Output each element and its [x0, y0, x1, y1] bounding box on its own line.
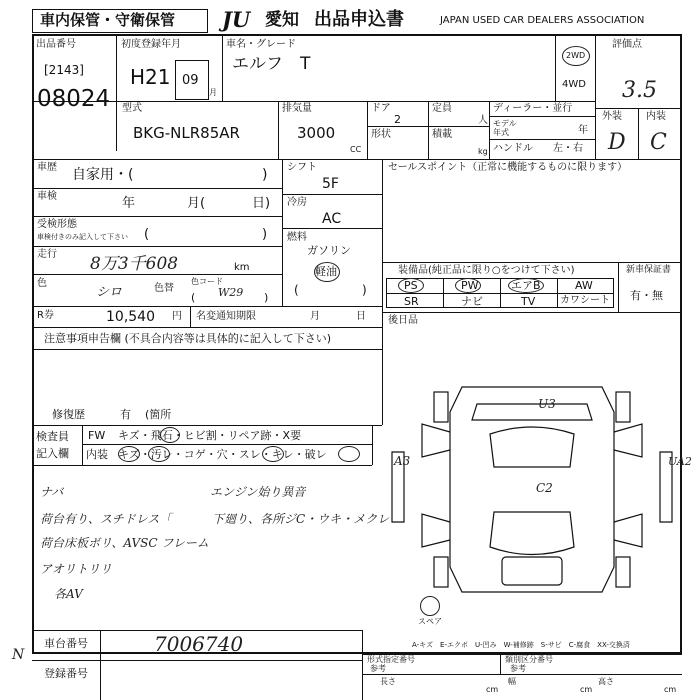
lot-label: 出品番号	[36, 39, 76, 50]
fuel-label: 燃料	[287, 232, 307, 243]
spare-label: スペア	[418, 617, 442, 626]
lot-bracket: [2143]	[44, 63, 84, 77]
inspector-label: 検査員	[36, 430, 69, 443]
score-exterior: D	[608, 130, 626, 155]
warranty-label: 新車保証書	[626, 265, 672, 275]
model-code-label: 型式	[122, 103, 142, 114]
first-reg-label: 初度登録年月	[121, 39, 181, 50]
displacement-value: 3000	[297, 124, 336, 142]
sheet-title: 出品申込書	[314, 9, 404, 30]
reg-deadline-month: 月	[310, 311, 320, 322]
class-label: 類別区分番号	[505, 655, 553, 664]
ju-logo: JU	[222, 7, 251, 32]
mileage-value: 8万3千608	[90, 254, 179, 274]
fuel-open: (	[294, 283, 299, 297]
doors-value: 2	[394, 113, 401, 126]
handwritten-note: エンジン始り異音	[210, 485, 306, 499]
score-value: 3.5	[622, 78, 657, 103]
chassis-value: 7006740	[154, 632, 244, 656]
inspect-in-items: キズ・汚レ・コゲ・穴・スレ・キレ・破レ	[118, 448, 327, 461]
association-name: JAPAN USED CAR DEALERS ASSOCIATION	[440, 15, 645, 26]
diagram-mark-top: U3	[538, 397, 556, 411]
inspect-fw: FW	[88, 429, 106, 442]
capacity-label: 定員	[432, 103, 452, 114]
model-name-value: エルフ T	[232, 54, 311, 74]
equipment-ps-circle	[398, 278, 424, 293]
drive-4wd: 4WD	[562, 79, 586, 90]
shift-label: シフト	[287, 162, 317, 173]
dim-width: 幅	[508, 677, 516, 686]
history-value: 自家用・(	[72, 167, 134, 183]
inspect-mark-circle	[262, 446, 284, 462]
dim-width-unit: cm	[580, 685, 593, 694]
displacement-unit: CC	[350, 145, 362, 154]
chassis-label: 車台番号	[44, 637, 88, 650]
warranty-value: 有・無	[630, 289, 663, 302]
fuel-gasoline: ガソリン	[307, 244, 351, 257]
form-note: 車検付きのみ記入して下さい	[37, 233, 128, 241]
dim-length-unit: cm	[486, 685, 499, 694]
handwritten-note: 下廻り、各所ジC・ウキ・メクレ	[212, 512, 390, 526]
recycle-unit: 円	[172, 311, 182, 322]
first-reg-month: 09	[182, 73, 199, 88]
color-code-label: 色コード	[191, 277, 223, 286]
handwritten-note: アオリトリリ	[40, 562, 112, 576]
notes-label: 注意事項申告欄 (不具合内容等は具体的に記入して下さい)	[44, 332, 332, 345]
shape-label: 形状	[371, 129, 391, 140]
score-label: 評価点	[612, 39, 642, 50]
damage-legend: A-キズ E-エクボ U-凹み W-補修跡 S-サビ C-腐食 XX-交換済	[412, 641, 630, 649]
color-code-open: (	[191, 291, 196, 304]
mileage-label: 走行	[37, 249, 57, 260]
inspector-sub: 記入欄	[36, 447, 69, 460]
inspect-mark-circle	[118, 446, 140, 462]
chassis-prefix: N	[12, 647, 25, 663]
remarks-label: 後日品	[388, 315, 418, 326]
spec-label: 形式指定番号	[367, 655, 415, 664]
dealer-label: ディーラー・並行	[493, 103, 573, 114]
aircon-value: AC	[322, 211, 342, 227]
equipment-item: ナビ	[461, 295, 483, 308]
equipment-item: AW	[575, 279, 593, 292]
dim-height: 高さ	[598, 677, 614, 686]
score-interior-label: 内装	[646, 111, 666, 122]
inspect-mark-circle	[148, 446, 170, 462]
handwritten-note: 荷台有り、スチドレス「	[40, 512, 172, 526]
inspect-mark-circle	[160, 427, 180, 443]
equipment-item: カワシート	[560, 295, 610, 306]
model-year-label: モデル年式	[493, 119, 517, 137]
load-unit: kg	[478, 147, 488, 156]
doors-label: ドア	[371, 103, 391, 114]
color-change-label: 色替	[154, 283, 174, 294]
inspect-fw-items: キズ・飛石・ヒビ割・リペア跡・X要	[118, 429, 302, 442]
org-name: 愛知	[265, 10, 299, 30]
equipment-airbag-circle	[508, 278, 544, 293]
equipment-item: PW	[461, 279, 479, 292]
equipment-item: エアB	[511, 279, 541, 292]
equipment-pw-circle	[455, 278, 481, 293]
fuel-close: )	[362, 283, 367, 297]
fuel-light-oil: 軽油	[315, 265, 337, 278]
drive-2wd: 2WD	[566, 51, 586, 60]
repair-parts: (箇所	[145, 408, 172, 421]
dim-height-unit: cm	[664, 685, 677, 694]
handwritten-note: 各AV	[54, 587, 83, 601]
color-code-close: )	[264, 291, 269, 304]
shaken-year-unit: 年	[122, 196, 136, 211]
first-reg-era-year: H21	[130, 65, 171, 89]
capacity-unit: 人	[478, 115, 488, 126]
displacement-label: 排気量	[282, 103, 312, 114]
inspect-in: 内装	[86, 448, 108, 461]
handwritten-note: 荷台床板ボリ、AVSC フレーム	[40, 536, 209, 550]
inspect-mark-circle	[338, 446, 360, 462]
shift-value: 5F	[322, 176, 339, 192]
diagram-mark-right: UA2	[668, 455, 692, 468]
reg-deadline-day: 日	[356, 311, 366, 322]
storage-title: 車内保管・守衛保管	[40, 11, 176, 29]
color-label: 色	[37, 278, 47, 289]
registration-label: 登録番号	[44, 667, 88, 680]
equipment-item: TV	[521, 295, 536, 308]
recycle-label: R券	[37, 310, 54, 321]
score-exterior-label: 外装	[602, 111, 622, 122]
form-label: 受検形態	[37, 219, 77, 230]
diagram-mark-left: A3	[394, 454, 411, 468]
form-close: )	[262, 227, 268, 242]
equipment-item: PS	[404, 279, 418, 292]
history-label: 車歴	[37, 162, 57, 173]
lot-number: 08024	[37, 86, 111, 112]
load-label: 積載	[432, 129, 452, 140]
reg-deadline-label: 名変通知期限	[196, 311, 256, 322]
repair-label: 修復歴	[52, 408, 85, 421]
recycle-value: 10,540	[106, 309, 155, 325]
shaken-month-unit: 月(	[187, 196, 206, 211]
history-close: )	[262, 167, 268, 183]
repair-value: 有	[120, 408, 131, 421]
model-year-unit: 年	[578, 125, 588, 136]
equipment-label: 装備品(純正品に限り○をつけて下さい)	[398, 265, 575, 276]
aircon-label: 冷房	[287, 197, 307, 208]
model-name-label: 車名・グレード	[226, 39, 296, 50]
sales-points-label: セールスポイント（正常に機能するものに限ります）	[388, 162, 628, 173]
diagram-mark-center: C2	[536, 481, 553, 495]
handle-label: ハンドル	[493, 143, 533, 154]
handle-value: 左・右	[553, 143, 583, 154]
model-code-value: BKG-NLR85AR	[133, 124, 240, 142]
handwritten-note: ナバ	[40, 485, 64, 499]
dim-length: 長さ	[380, 677, 396, 686]
color-value: シロ	[96, 285, 123, 300]
class-ref: 参考	[510, 664, 526, 673]
form-open: (	[144, 227, 150, 242]
equipment-item: SR	[404, 295, 419, 308]
spec-ref: 参考	[370, 664, 386, 673]
first-reg-month-unit: 月	[209, 88, 217, 97]
mileage-unit: km	[234, 262, 250, 273]
color-code-value: W29	[218, 286, 244, 299]
score-interior: C	[650, 130, 667, 155]
spare-tire-icon	[420, 596, 440, 616]
shaken-day-unit: 日)	[252, 196, 271, 211]
shaken-label: 車検	[37, 191, 57, 202]
vehicle-diagram	[382, 372, 682, 602]
